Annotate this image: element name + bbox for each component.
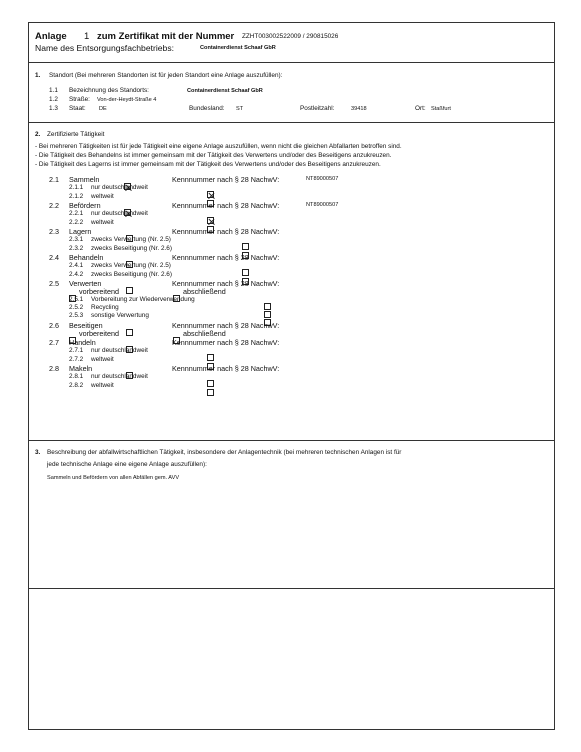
kennnummer-label: Kennnummer nach § 28 NachwV: (172, 227, 280, 236)
item-2-5-number: 2.5 (49, 279, 59, 288)
note-2: - Die Tätigkeit des Behandelns ist immer gemeinsam mit der Tätigkeit des Verwertens und/oder des Beseitigens anzukreuzen. (35, 152, 392, 159)
item-2-3-label: Lagern (69, 227, 92, 236)
checkbox-icon (207, 389, 214, 396)
blank-area (29, 589, 554, 731)
item-2-7-2-label: weltweit (91, 356, 114, 363)
item-2-8-1-number: 2.8.1 (69, 373, 84, 380)
item-2-5-3-label: sonstige Verwertung (91, 312, 149, 319)
sammeln-kennnummer: NT89000507 (306, 176, 339, 182)
abschliessend-label: abschließend (183, 329, 226, 338)
form-page (28, 22, 555, 730)
item-2-2-2-label: weltweit (91, 219, 114, 226)
item-2-5-3-number: 2.5.3 (69, 312, 84, 319)
item-2-2-1-label: nur deutschlandweit (91, 210, 148, 217)
anlage-label: Anlage (35, 31, 67, 42)
section-1-number: 1. (35, 72, 41, 79)
item-2-4-1-number: 2.4.1 (69, 262, 84, 269)
taetigkeit-section (29, 123, 554, 441)
vorbereitend-label: vorbereitend (79, 329, 119, 338)
row-1-2-number: 1.2 (49, 96, 58, 103)
item-2-7-number: 2.7 (49, 338, 59, 347)
section-3-title-line-1: Beschreibung der abfallwirtschaftlichen Tätigkeit, insbesondere der Anlagentechnik (bei mehreren technischen Anlagen ist für (47, 449, 402, 456)
certificate-number: ZZHT003002522009 / 290815026 (242, 33, 339, 40)
section-2-title: Zertifizierte Tätigkeit (47, 131, 105, 138)
item-2-7-label: Handeln (69, 338, 96, 347)
item-2-1-1-number: 2.1.1 (69, 184, 84, 191)
beschreibung-section (29, 441, 554, 589)
item-2-2-number: 2.2 (49, 201, 59, 210)
abschliessend-label: abschließend (183, 287, 226, 296)
header-section (29, 23, 554, 63)
item-2-2-1-number: 2.2.1 (69, 210, 84, 217)
section-3-number: 3. (35, 449, 41, 456)
standort-section (29, 63, 554, 123)
kennnummer-label: Kennnummer nach § 28 NachwV: (172, 201, 280, 210)
item-2-5-label: Verwerten (69, 279, 102, 288)
row-1-1-number: 1.1 (49, 87, 58, 94)
note-1: - Bei mehreren Tätigkeiten ist für jede Tätigkeit eine eigene Anlage auszufüllen, wenn nicht die gleichen Abfallarten betroffen sind. (35, 143, 402, 150)
makeln-weltweit-checkbox[interactable] (207, 382, 214, 400)
beschreibung-text: Sammeln und Befördern von allen Abfällen gem. AVV (47, 475, 180, 481)
bundesland-label: Bundesland: (189, 105, 225, 112)
checkbox-icon (126, 329, 133, 336)
item-2-1-1-label: nur deutschlandweit (91, 184, 148, 191)
anlage-number: 1 (84, 31, 90, 42)
checkbox-icon (126, 287, 133, 294)
vorbereitend-label: vorbereitend (79, 287, 119, 296)
section-3-title-line-2: jede technische Anlage eine eigene Anlage auszufüllen): (47, 461, 207, 468)
item-2-3-2-number: 2.3.2 (69, 245, 84, 252)
item-2-6-number: 2.6 (49, 321, 59, 330)
item-2-5-1-number: 2.5.1 (69, 296, 84, 303)
section-2-number: 2. (35, 131, 41, 138)
beseitigen-checkbox[interactable] (126, 322, 133, 340)
staat-value: DE (99, 106, 107, 112)
kennnummer-label: Kennnummer nach § 28 NachwV: (172, 175, 280, 184)
item-2-1-label: Sammeln (69, 175, 100, 184)
kennnummer-label: Kennnummer nach § 28 NachwV: (172, 279, 280, 288)
section-1-title: Standort (Bei mehreren Standorten ist für jeden Standort eine Anlage auszufüllen): (49, 72, 283, 79)
item-2-3-1-label: zwecks Verwertung (Nr. 2.5) (91, 236, 171, 243)
item-2-2-label: Befördern (69, 201, 101, 210)
ort-label: Ort: (415, 105, 426, 112)
plz-label: Postleitzahl: (300, 105, 335, 112)
plz-value: 39418 (351, 106, 367, 112)
row-1-3-number: 1.3 (49, 105, 58, 112)
bundesland-value: ST (236, 106, 244, 112)
item-2-4-2-label: zwecks Beseitigung (Nr. 2.6) (91, 271, 172, 278)
befoerdern-kennnummer: NT89000507 (306, 202, 339, 208)
note-3: - Die Tätigkeit des Lagerns ist immer gemeinsam mit der Tätigkeit des Verwertens und/oder des Beseitigens anzukreuzen. (35, 161, 381, 168)
item-2-4-number: 2.4 (49, 253, 59, 262)
bezeichnung-label: Bezeichnung des Standorts: (69, 87, 149, 94)
item-2-6-label: Beseitigen (69, 321, 103, 330)
item-2-1-2-label: weltweit (91, 193, 114, 200)
item-2-4-1-label: zwecks Verwertung (Nr. 2.5) (91, 262, 171, 269)
bezeichnung-value: Containerdienst Schaaf GbR (187, 88, 263, 94)
item-2-8-number: 2.8 (49, 364, 59, 373)
item-2-8-1-label: nur deutschlandweit (91, 373, 148, 380)
item-2-3-2-label: zwecks Beseitigung (Nr. 2.6) (91, 245, 172, 252)
item-2-8-label: Makeln (69, 364, 93, 373)
ort-value: Staßfurt (431, 106, 451, 112)
kennnummer-label: Kennnummer nach § 28 NachwV: (172, 364, 280, 373)
item-2-1-2-number: 2.1.2 (69, 193, 84, 200)
item-2-5-1-label: Vorbereitung zur Wiederverwendung (91, 296, 195, 303)
item-2-2-2-number: 2.2.2 (69, 219, 84, 226)
item-2-5-2-label: Recycling (91, 304, 119, 311)
kennnummer-label: Kennnummer nach § 28 NachwV: (172, 338, 280, 347)
betrieb-name: Containerdienst Schaaf GbR (200, 45, 276, 51)
item-2-7-1-label: nur deutschlandweit (91, 347, 148, 354)
betrieb-label: Name des Entsorgungsfachbetriebs: (35, 43, 175, 53)
item-2-8-2-number: 2.8.2 (69, 382, 84, 389)
item-2-4-2-number: 2.4.2 (69, 271, 84, 278)
item-2-7-1-number: 2.7.1 (69, 347, 84, 354)
item-2-3-1-number: 2.3.1 (69, 236, 84, 243)
staat-label: Staat: (69, 105, 86, 112)
item-2-3-number: 2.3 (49, 227, 59, 236)
item-2-5-2-number: 2.5.2 (69, 304, 84, 311)
item-2-7-2-number: 2.7.2 (69, 356, 84, 363)
strasse-label: Straße: (69, 96, 90, 103)
item-2-8-2-label: weltweit (91, 382, 114, 389)
kennnummer-label: Kennnummer nach § 28 NachwV: (172, 253, 280, 262)
item-2-1-number: 2.1 (49, 175, 59, 184)
item-2-4-label: Behandeln (69, 253, 104, 262)
zertifikat-label: zum Zertifikat mit der Nummer (97, 31, 235, 42)
kennnummer-label: Kennnummer nach § 28 NachwV: (172, 321, 280, 330)
strasse-value: Von-der-Heydt-Straße 4 (97, 97, 157, 103)
